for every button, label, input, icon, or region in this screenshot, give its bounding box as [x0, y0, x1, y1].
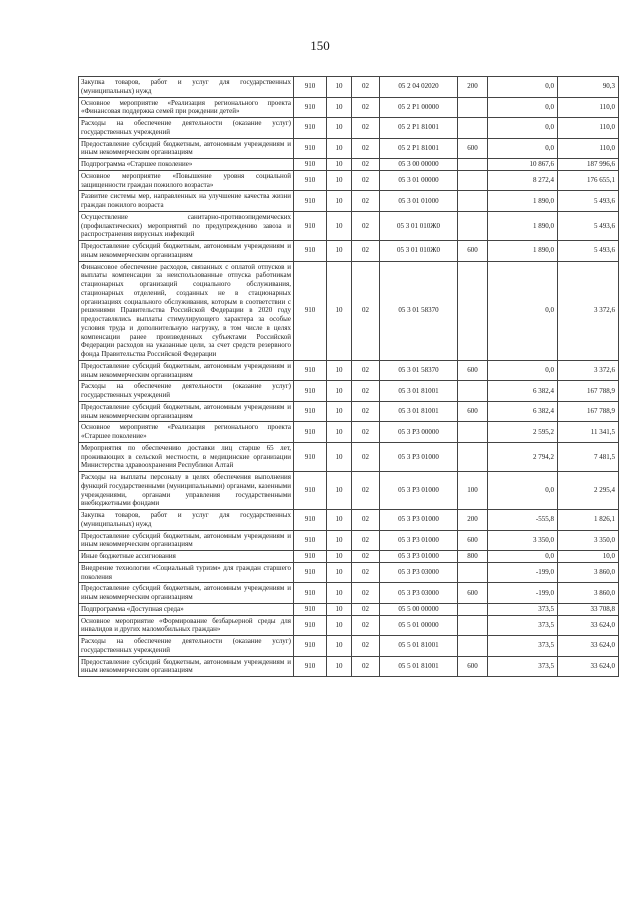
expense-type-cell: 600	[458, 360, 488, 381]
amount-change-cell: 373,5	[488, 636, 558, 657]
amount-change-cell: 10 867,6	[488, 159, 558, 171]
amount-change-cell: 373,5	[488, 615, 558, 636]
table-row	[79, 261, 619, 360]
target-article-cell: 05 3 01 81001	[380, 401, 458, 422]
amount-total-cell: 176 655,1	[558, 170, 619, 191]
amount-change-cell: 373,5	[488, 603, 558, 615]
section-code-cell: 10	[327, 241, 352, 262]
target-article-cell: 05 3 01 010Ж0	[380, 241, 458, 262]
amount-change-cell: 0,0	[488, 360, 558, 381]
row-name-cell: Расходы на обеспечение деятельности (оказание услуг) государственных учреждений	[79, 118, 294, 139]
amount-total-cell: 3 860,0	[558, 562, 619, 583]
target-article-cell: 05 5 01 81001	[380, 636, 458, 657]
section-code-cell: 10	[327, 191, 352, 212]
amount-total-cell: 110,0	[558, 118, 619, 139]
amount-total-cell: 3 860,0	[558, 583, 619, 604]
table-row	[79, 97, 619, 118]
subsection-code-cell: 02	[352, 583, 380, 604]
section-code-cell: 10	[327, 261, 352, 360]
row-name-cell: Основное мероприятие «Реализация регионального проекта «Финансовая поддержка семей при рождении детей»	[79, 97, 294, 118]
table-row	[79, 118, 619, 139]
page-number: 150	[310, 38, 330, 53]
expense-type-cell	[458, 97, 488, 118]
table-row	[79, 510, 619, 531]
row-name-cell: Предоставление субсидий бюджетным, автономным учреждениям и иным некоммерческим организациям	[79, 138, 294, 159]
target-article-cell: 05 3 P3 03000	[380, 562, 458, 583]
table-row	[79, 615, 619, 636]
target-article-cell: 05 5 01 81001	[380, 656, 458, 677]
ministry-code-cell: 910	[294, 360, 327, 381]
ministry-code-cell: 910	[294, 381, 327, 402]
subsection-code-cell: 02	[352, 159, 380, 171]
amount-change-cell: -199,0	[488, 583, 558, 604]
target-article-cell: 05 3 01 58370	[380, 360, 458, 381]
table-row	[79, 77, 619, 98]
amount-total-cell: 1 826,1	[558, 510, 619, 531]
row-name-cell: Предоставление субсидий бюджетным, автономным учреждениям и иным некоммерческим организациям	[79, 401, 294, 422]
budget-table	[78, 76, 619, 677]
row-name-cell: Основное мероприятие «Повышение уровня социальной защищенности граждан пожилого возраста»	[79, 170, 294, 191]
section-code-cell: 10	[327, 615, 352, 636]
row-name-cell: Предоставление субсидий бюджетным, автономным учреждениям и иным некоммерческим организациям	[79, 583, 294, 604]
row-name-cell: Предоставление субсидий бюджетным, автономным учреждениям и иным некоммерческим организациям	[79, 530, 294, 551]
table-row	[79, 530, 619, 551]
row-name-cell: Иные бюджетные ассигнования	[79, 551, 294, 563]
subsection-code-cell: 02	[352, 562, 380, 583]
subsection-code-cell: 02	[352, 442, 380, 471]
table-row	[79, 381, 619, 402]
table-row	[79, 170, 619, 191]
target-article-cell: 05 3 P3 01000	[380, 442, 458, 471]
target-article-cell: 05 5 00 00000	[380, 603, 458, 615]
section-code-cell: 10	[327, 381, 352, 402]
row-name-cell: Закупка товаров, работ и услуг для государственных (муниципальных) нужд	[79, 77, 294, 98]
ministry-code-cell: 910	[294, 138, 327, 159]
subsection-code-cell: 02	[352, 615, 380, 636]
amount-total-cell: 33 624,0	[558, 615, 619, 636]
subsection-code-cell: 02	[352, 261, 380, 360]
section-code-cell: 10	[327, 472, 352, 510]
section-code-cell: 10	[327, 170, 352, 191]
ministry-code-cell: 910	[294, 530, 327, 551]
amount-change-cell: 1 890,0	[488, 191, 558, 212]
table-row	[79, 360, 619, 381]
amount-change-cell: 373,5	[488, 656, 558, 677]
amount-change-cell: 6 382,4	[488, 381, 558, 402]
amount-total-cell: 3 350,0	[558, 530, 619, 551]
ministry-code-cell: 910	[294, 77, 327, 98]
ministry-code-cell: 910	[294, 159, 327, 171]
ministry-code-cell: 910	[294, 510, 327, 531]
target-article-cell: 05 3 01 010Ж0	[380, 211, 458, 240]
table-row	[79, 472, 619, 510]
amount-change-cell: 0,0	[488, 472, 558, 510]
expense-type-cell: 100	[458, 472, 488, 510]
row-name-cell: Мероприятия по обеспечению доставки лиц старше 65 лет, проживающих в сельской местности, в медицинские организации Министерства здравоохранения Республики Алтай	[79, 442, 294, 471]
section-code-cell: 10	[327, 603, 352, 615]
subsection-code-cell: 02	[352, 211, 380, 240]
subsection-code-cell: 02	[352, 530, 380, 551]
subsection-code-cell: 02	[352, 118, 380, 139]
row-name-cell: Развитие системы мер, направленных на улучшение качества жизни граждан пожилого возраста	[79, 191, 294, 212]
expense-type-cell: 600	[458, 656, 488, 677]
expense-type-cell	[458, 211, 488, 240]
expense-type-cell	[458, 636, 488, 657]
target-article-cell: 05 5 01 00000	[380, 615, 458, 636]
subsection-code-cell: 02	[352, 472, 380, 510]
row-name-cell: Расходы на обеспечение деятельности (оказание услуг) государственных учреждений	[79, 636, 294, 657]
subsection-code-cell: 02	[352, 360, 380, 381]
subsection-code-cell: 02	[352, 170, 380, 191]
row-name-cell: Подпрограмма «Старшее поколение»	[79, 159, 294, 171]
ministry-code-cell: 910	[294, 422, 327, 443]
subsection-code-cell: 02	[352, 138, 380, 159]
section-code-cell: 10	[327, 77, 352, 98]
expense-type-cell	[458, 442, 488, 471]
ministry-code-cell: 910	[294, 241, 327, 262]
target-article-cell: 05 2 P1 00000	[380, 97, 458, 118]
section-code-cell: 10	[327, 530, 352, 551]
row-name-cell: Подпрограмма «Доступная среда»	[79, 603, 294, 615]
table-row	[79, 562, 619, 583]
ministry-code-cell: 910	[294, 261, 327, 360]
expense-type-cell	[458, 191, 488, 212]
amount-total-cell: 33 708,8	[558, 603, 619, 615]
section-code-cell: 10	[327, 138, 352, 159]
amount-total-cell: 7 481,5	[558, 442, 619, 471]
section-code-cell: 10	[327, 510, 352, 531]
subsection-code-cell: 02	[352, 603, 380, 615]
amount-change-cell: 0,0	[488, 551, 558, 563]
amount-total-cell: 110,0	[558, 97, 619, 118]
row-name-cell: Предоставление субсидий бюджетным, автономным учреждениям и иным некоммерческим организациям	[79, 656, 294, 677]
target-article-cell: 05 3 P3 01000	[380, 530, 458, 551]
expense-type-cell	[458, 261, 488, 360]
row-name-cell: Осуществление санитарно-противоэпидемических (профилактических) мероприятий по предупреждению завоза и распространения вирусных инфекций	[79, 211, 294, 240]
expense-type-cell: 200	[458, 510, 488, 531]
row-name-cell: Расходы на выплаты персоналу в целях обеспечения выполнения функций государственными (муниципальными) органами, казенными учреждениями, органами управления государственными внебюджетными фондами	[79, 472, 294, 510]
table-body	[79, 77, 619, 677]
table-row	[79, 603, 619, 615]
section-code-cell: 10	[327, 97, 352, 118]
section-code-cell: 10	[327, 401, 352, 422]
amount-total-cell: 90,3	[558, 77, 619, 98]
amount-total-cell: 5 493,6	[558, 241, 619, 262]
amount-change-cell: 2 794,2	[488, 442, 558, 471]
amount-total-cell: 5 493,6	[558, 211, 619, 240]
amount-change-cell: 1 890,0	[488, 241, 558, 262]
amount-change-cell: 3 350,0	[488, 530, 558, 551]
amount-change-cell: 0,0	[488, 261, 558, 360]
section-code-cell: 10	[327, 551, 352, 563]
amount-change-cell: 0,0	[488, 118, 558, 139]
amount-total-cell: 10,0	[558, 551, 619, 563]
target-article-cell: 05 3 P3 00000	[380, 422, 458, 443]
section-code-cell: 10	[327, 656, 352, 677]
table-row	[79, 656, 619, 677]
amount-total-cell: 3 372,6	[558, 261, 619, 360]
subsection-code-cell: 02	[352, 422, 380, 443]
target-article-cell: 05 3 01 01000	[380, 191, 458, 212]
target-article-cell: 05 2 04 02020	[380, 77, 458, 98]
row-name-cell: Основное мероприятие «Формирование безбарьерной среды для инвалидов и других маломобильных граждан»	[79, 615, 294, 636]
expense-type-cell: 600	[458, 138, 488, 159]
ministry-code-cell: 910	[294, 551, 327, 563]
ministry-code-cell: 910	[294, 615, 327, 636]
expense-type-cell	[458, 170, 488, 191]
expense-type-cell	[458, 159, 488, 171]
section-code-cell: 10	[327, 583, 352, 604]
ministry-code-cell: 910	[294, 191, 327, 212]
expense-type-cell	[458, 615, 488, 636]
amount-change-cell: 8 272,4	[488, 170, 558, 191]
table-row	[79, 138, 619, 159]
amount-change-cell: 2 595,2	[488, 422, 558, 443]
table-row	[79, 241, 619, 262]
table-row	[79, 191, 619, 212]
target-article-cell: 05 3 P3 03000	[380, 583, 458, 604]
section-code-cell: 10	[327, 562, 352, 583]
subsection-code-cell: 02	[352, 551, 380, 563]
ministry-code-cell: 910	[294, 472, 327, 510]
section-code-cell: 10	[327, 636, 352, 657]
amount-change-cell: 6 382,4	[488, 401, 558, 422]
ministry-code-cell: 910	[294, 97, 327, 118]
row-name-cell: Расходы на обеспечение деятельности (оказание услуг) государственных учреждений	[79, 381, 294, 402]
section-code-cell: 10	[327, 118, 352, 139]
row-name-cell: Основное мероприятие «Реализация регионального проекта «Старшее поколение»	[79, 422, 294, 443]
table-row	[79, 551, 619, 563]
expense-type-cell: 600	[458, 583, 488, 604]
expense-type-cell: 800	[458, 551, 488, 563]
ministry-code-cell: 910	[294, 562, 327, 583]
section-code-cell: 10	[327, 360, 352, 381]
target-article-cell: 05 3 00 00000	[380, 159, 458, 171]
amount-change-cell: 0,0	[488, 138, 558, 159]
table-row	[79, 442, 619, 471]
expense-type-cell	[458, 422, 488, 443]
subsection-code-cell: 02	[352, 97, 380, 118]
expense-type-cell: 200	[458, 77, 488, 98]
subsection-code-cell: 02	[352, 77, 380, 98]
target-article-cell: 05 3 P3 01000	[380, 551, 458, 563]
row-name-cell: Предоставление субсидий бюджетным, автономным учреждениям и иным некоммерческим организациям	[79, 241, 294, 262]
row-name-cell: Предоставление субсидий бюджетным, автономным учреждениям и иным некоммерческим организациям	[79, 360, 294, 381]
target-article-cell: 05 2 P1 81001	[380, 138, 458, 159]
expense-type-cell	[458, 381, 488, 402]
row-name-cell: Финансовое обеспечение расходов, связанных с оплатой отпусков и выплаты компенсации за неиспользованные отпуска работникам стационарных организаций социального обслуживания, стационарных отделений, созданных не в стационарных организациях социального обслуживания, которым в соответствии с решениями Правительства Российской Федерации в 2020 году предоставлялись выплаты стимулирующего характера за особые условия труда и дополнительную нагрузку, в том числе в целях компенсации ранее произведенных субъектами Российской Федерации расходов на указанные цели, за счет средств резервного фонда Правительства Российской Федерации	[79, 261, 294, 360]
ministry-code-cell: 910	[294, 636, 327, 657]
expense-type-cell: 600	[458, 241, 488, 262]
target-article-cell: 05 3 P3 01000	[380, 510, 458, 531]
amount-total-cell: 187 996,6	[558, 159, 619, 171]
amount-change-cell: -555,8	[488, 510, 558, 531]
table-row	[79, 636, 619, 657]
amount-change-cell: -199,0	[488, 562, 558, 583]
row-name-cell: Внедрение технологии «Социальный туризм» для граждан старшего поколения	[79, 562, 294, 583]
section-code-cell: 10	[327, 211, 352, 240]
amount-total-cell: 5 493,6	[558, 191, 619, 212]
amount-total-cell: 2 295,4	[558, 472, 619, 510]
target-article-cell: 05 2 P1 81001	[380, 118, 458, 139]
table-row	[79, 422, 619, 443]
ministry-code-cell: 910	[294, 442, 327, 471]
target-article-cell: 05 3 P3 01000	[380, 472, 458, 510]
ministry-code-cell: 910	[294, 583, 327, 604]
amount-total-cell: 11 341,5	[558, 422, 619, 443]
ministry-code-cell: 910	[294, 603, 327, 615]
ministry-code-cell: 910	[294, 401, 327, 422]
section-code-cell: 10	[327, 159, 352, 171]
ministry-code-cell: 910	[294, 118, 327, 139]
table-row	[79, 211, 619, 240]
amount-total-cell: 167 788,9	[558, 401, 619, 422]
subsection-code-cell: 02	[352, 510, 380, 531]
amount-change-cell: 1 890,0	[488, 211, 558, 240]
target-article-cell: 05 3 01 81001	[380, 381, 458, 402]
ministry-code-cell: 910	[294, 211, 327, 240]
subsection-code-cell: 02	[352, 401, 380, 422]
ministry-code-cell: 910	[294, 656, 327, 677]
amount-total-cell: 33 624,0	[558, 636, 619, 657]
ministry-code-cell: 910	[294, 170, 327, 191]
expense-type-cell	[458, 603, 488, 615]
expense-type-cell: 600	[458, 530, 488, 551]
expense-type-cell	[458, 118, 488, 139]
table-row	[79, 401, 619, 422]
subsection-code-cell: 02	[352, 656, 380, 677]
section-code-cell: 10	[327, 422, 352, 443]
expense-type-cell	[458, 562, 488, 583]
amount-total-cell: 110,0	[558, 138, 619, 159]
subsection-code-cell: 02	[352, 381, 380, 402]
amount-change-cell: 0,0	[488, 97, 558, 118]
target-article-cell: 05 3 01 00000	[380, 170, 458, 191]
amount-total-cell: 167 788,9	[558, 381, 619, 402]
amount-change-cell: 0,0	[488, 77, 558, 98]
expense-type-cell: 600	[458, 401, 488, 422]
table-row	[79, 583, 619, 604]
subsection-code-cell: 02	[352, 191, 380, 212]
section-code-cell: 10	[327, 442, 352, 471]
subsection-code-cell: 02	[352, 241, 380, 262]
row-name-cell: Закупка товаров, работ и услуг для государственных (муниципальных) нужд	[79, 510, 294, 531]
amount-total-cell: 33 624,0	[558, 656, 619, 677]
target-article-cell: 05 3 01 58370	[380, 261, 458, 360]
subsection-code-cell: 02	[352, 636, 380, 657]
amount-total-cell: 3 372,6	[558, 360, 619, 381]
table-row	[79, 159, 619, 171]
